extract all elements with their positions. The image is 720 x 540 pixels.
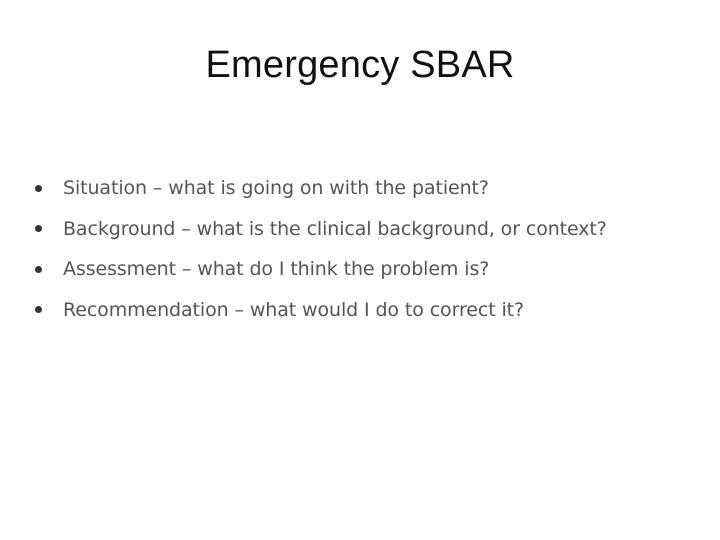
bullet-list xyxy=(30,168,607,330)
bullet-item-assessment xyxy=(30,249,607,290)
bullet-text: Situation – what is going on with the patient? xyxy=(63,177,489,200)
bullet-dot-icon xyxy=(35,225,42,232)
bullet-text: Recommendation – what would I do to correct it? xyxy=(63,298,524,321)
bullet-item-situation xyxy=(30,168,607,209)
slide-title: Emergency SBAR xyxy=(205,44,515,86)
bullet-dot-icon xyxy=(35,306,42,313)
bullet-dot-icon xyxy=(35,185,42,192)
bullet-text: Assessment – what do I think the problem is? xyxy=(63,258,490,281)
bullet-text: Background – what is the clinical background, or context? xyxy=(63,217,607,240)
bullet-item-background xyxy=(30,209,607,250)
bullet-dot-icon xyxy=(35,266,42,273)
bullet-item-recommendation xyxy=(30,290,607,331)
